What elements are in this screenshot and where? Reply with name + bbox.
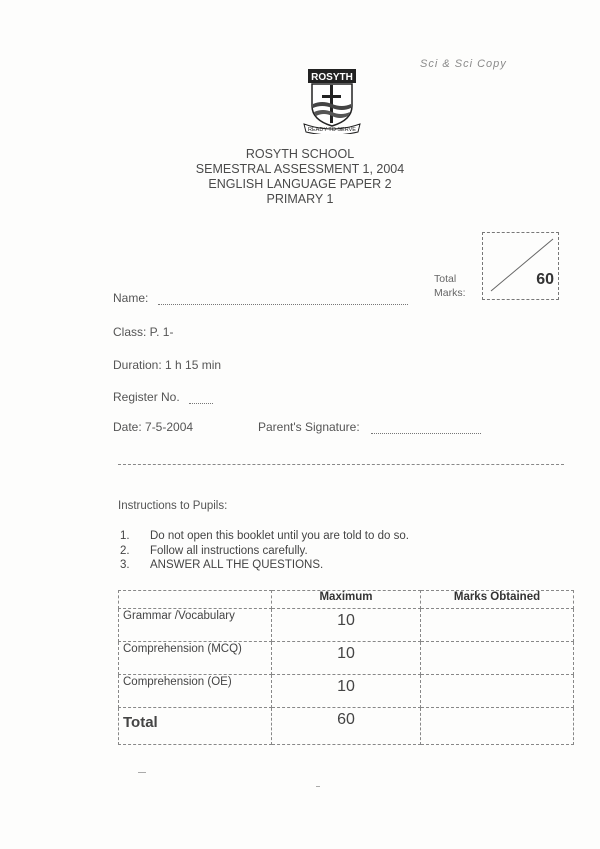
svg-text:ROSYTH: ROSYTH <box>311 72 353 83</box>
instructions-list <box>120 529 409 573</box>
total-marks-box <box>482 232 559 300</box>
table-header-maximum: Maximum <box>272 591 421 609</box>
total-obtained[interactable] <box>421 708 574 745</box>
instruction-item: 1. Do not open this booklet until you are told to do so. <box>120 530 409 542</box>
section-name: Comprehension (MCQ) <box>119 642 272 675</box>
table-header-row <box>119 591 574 609</box>
section-name: Comprehension (OE) <box>119 675 272 708</box>
exam-title: SEMESTRAL ASSESSMENT 1, 2004 <box>195 162 405 176</box>
handwritten-note: Sci & Sci Copy <box>420 58 507 70</box>
date-field: Date: 7-5-2004 <box>113 420 194 434</box>
scan-speck <box>138 772 146 773</box>
table-header-obtained: Marks Obtained <box>421 591 574 609</box>
instruction-item: 2. Follow all instructions carefully. <box>120 544 308 557</box>
instructions-title: Instructions to Pupils: <box>118 500 228 512</box>
instruction-item: 3. ANSWER ALL THE QUESTIONS. <box>120 559 324 571</box>
table-row <box>119 642 574 675</box>
section-divider <box>118 464 564 465</box>
svg-text:READY TO SERVE: READY TO SERVE <box>308 127 356 133</box>
section-maximum: 10 <box>272 675 421 708</box>
name-field[interactable]: Name: <box>113 291 408 305</box>
section-maximum: 10 <box>272 642 421 675</box>
scan-speck <box>316 786 320 787</box>
table-row <box>119 675 574 708</box>
register-line <box>189 403 213 404</box>
signature-line <box>371 433 481 434</box>
section-name: Grammar /Vocabulary <box>119 609 272 642</box>
section-obtained[interactable] <box>421 609 574 642</box>
school-crest-logo <box>298 68 366 134</box>
table-header-section <box>119 591 272 609</box>
class-field[interactable]: Class: P. 1- <box>113 325 174 339</box>
total-label: Total <box>119 708 272 745</box>
level-title: PRIMARY 1 <box>266 192 334 206</box>
section-obtained[interactable] <box>421 675 574 708</box>
register-field[interactable]: Register No. <box>113 390 213 404</box>
section-obtained[interactable] <box>421 642 574 675</box>
total-marks-label: Total Marks: <box>434 273 466 299</box>
section-maximum: 10 <box>272 609 421 642</box>
marks-table <box>118 590 574 745</box>
duration-field: Duration: 1 h 15 min <box>113 358 222 372</box>
parent-signature-field[interactable]: Parent's Signature: <box>258 420 481 434</box>
name-line <box>158 304 408 305</box>
total-maximum: 60 <box>272 708 421 745</box>
total-marks-value: 60 <box>536 271 554 288</box>
total-row <box>119 708 574 745</box>
paper-title: ENGLISH LANGUAGE PAPER 2 <box>208 177 392 191</box>
school-name: ROSYTH SCHOOL <box>245 147 355 161</box>
table-row <box>119 609 574 642</box>
